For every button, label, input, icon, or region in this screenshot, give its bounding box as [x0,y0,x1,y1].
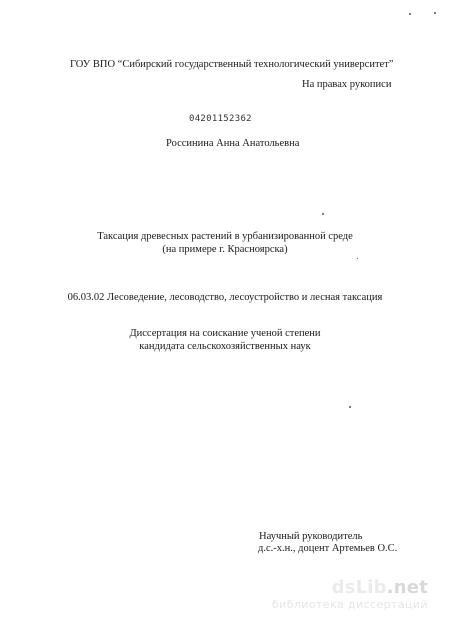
catalog-number: 04201152362 [189,114,252,124]
scan-speck [322,213,324,215]
scan-speck [434,12,436,14]
author-name: Россинина Анна Анатольевна [166,138,300,149]
scan-speck [409,13,411,15]
watermark-logo-main: dsLib [331,577,387,598]
manuscript-rights-note: На правах рукописи [302,79,392,90]
scan-speck [357,258,358,259]
dslib-watermark-logo [332,577,428,598]
supervisor-name: д.с.-х.н., доцент Артемьев О.С. [258,543,398,554]
dissertation-title: Таксация древесных растений в урбанизированной среде [97,231,353,242]
institution-name: ГОУ ВПО “Сибирский государственный технологический университет” [70,59,394,70]
dissertation-subtitle: (на примере г. Красноярска) [162,244,288,255]
dslib-watermark-subtitle: библиотека диссертаций [271,598,428,611]
specialty-code: 06.03.02 Лесоведение, лесоводство, лесоустройство и лесная таксация [67,292,383,303]
supervisor-label: Научный руководитель [259,531,363,542]
degree-line-1: Диссертация на соискание ученой степени [129,328,321,339]
watermark-logo-domain: .net [386,577,428,598]
degree-line-2: кандидата сельскохозяйственных наук [139,341,311,352]
scan-speck [349,406,351,408]
